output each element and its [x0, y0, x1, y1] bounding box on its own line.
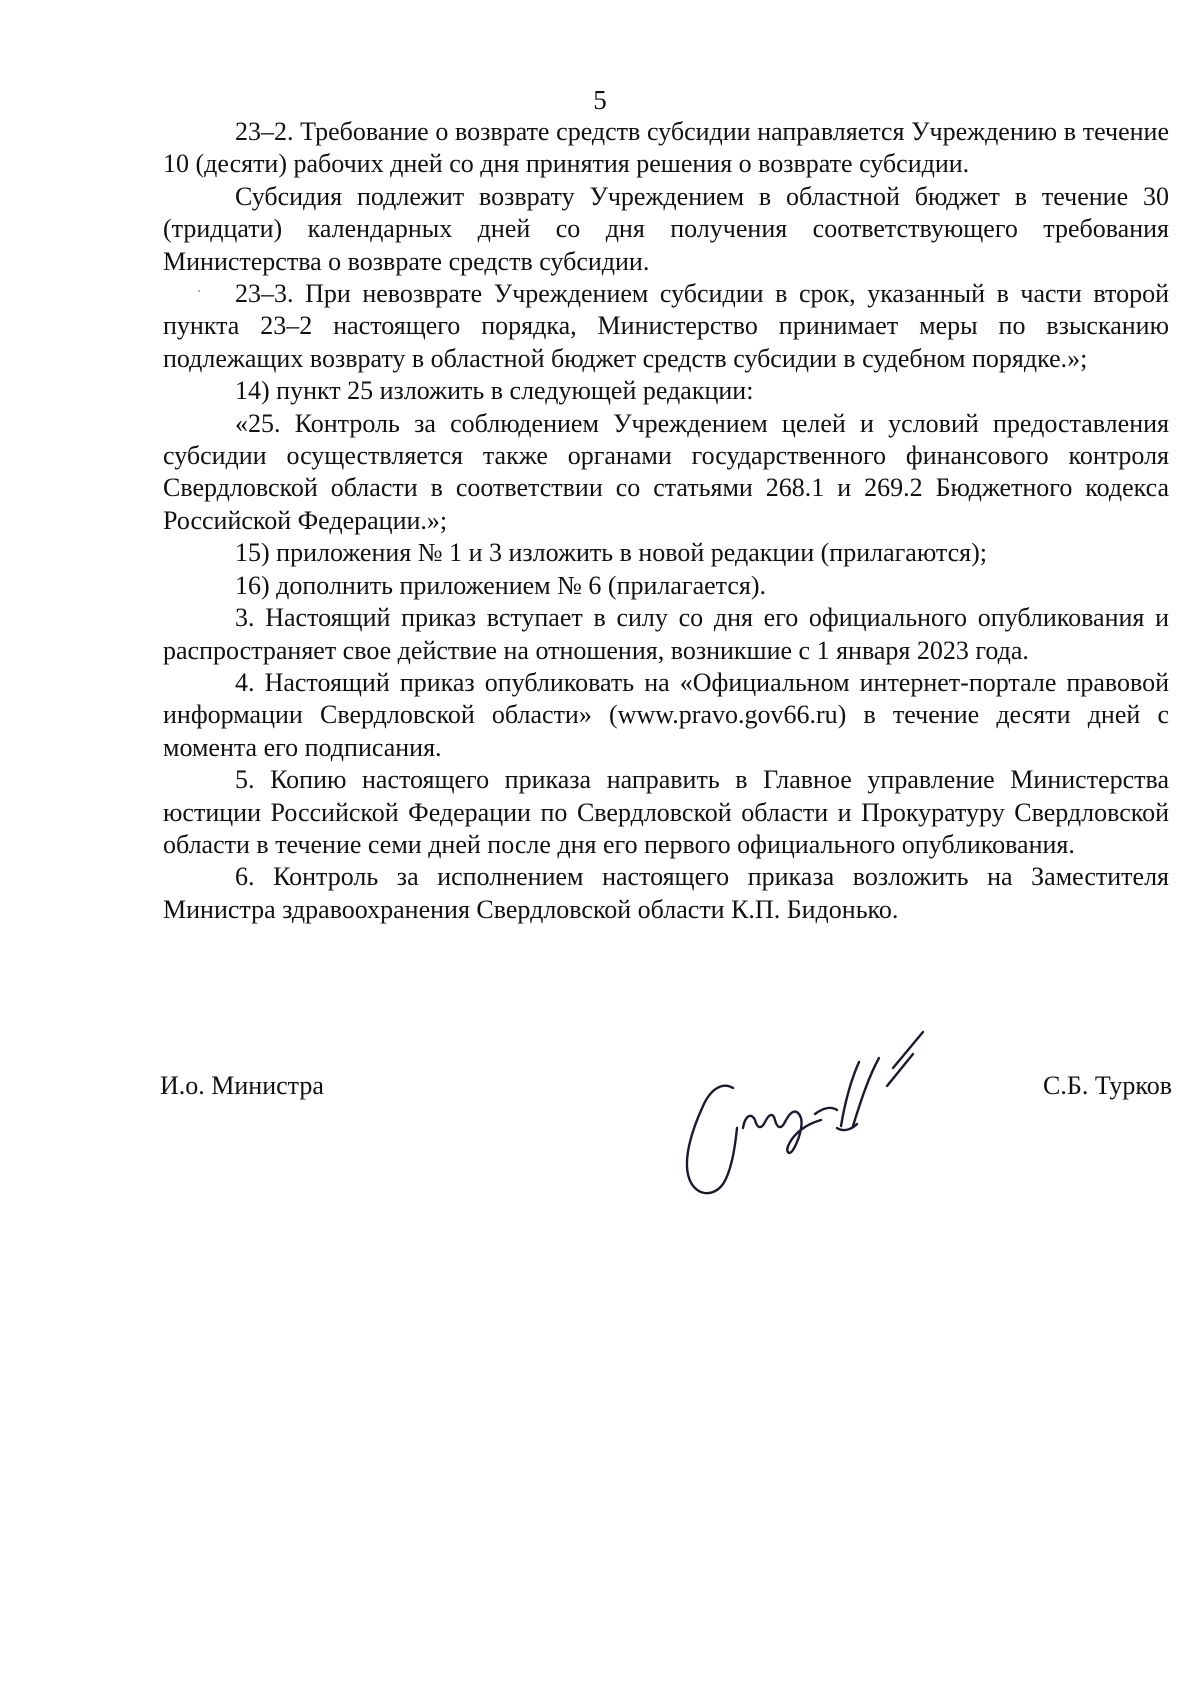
document-body	[163, 116, 1169, 926]
paragraph-5: 5. Копию настоящего приказа направить в Главное управление Министерства юстиции Российской Федерации по Свердловской области и Прокуратуру Свердловской области в течение семи дней после дня его первого официального опубликования.	[163, 765, 1169, 859]
paragraph-23-3: 23–3. При невозврате Учреждением субсидии в срок, указанный в части второй пункта 23–2 настоящего порядка, Министерство принимает меры по взысканию подлежащих возврату в областной бюджет средств субсидии в судебном порядке.»;	[163, 279, 1169, 373]
paragraph-item-15: 15) приложения № 1 и 3 изложить в новой редакции (прилагаются);	[235, 538, 987, 568]
paragraph-item-16: 16) дополнить приложением № 6 (прилагается).	[235, 570, 767, 600]
page-number: 5	[593, 85, 607, 115]
paragraph-23-2: 23–2. Требование о возврате средств субсидии направляется Учреждению в течение 10 (десяти) рабочих дней со дня принятия решения о возврате субсидии.	[163, 117, 1169, 179]
signatory-name: С.Б. Турков	[1043, 1071, 1172, 1100]
signature-block	[0, 1050, 1200, 1190]
paragraph-4: 4. Настоящий приказ опубликовать на «Официальном интернет-портале правовой информации Свердловской области» (www.pravo.gov66.ru) в течение десяти дней с момента его подписания.	[163, 667, 1169, 762]
paragraph-3: 3. Настоящий приказ вступает в силу со дня его официального опубликования и распространяет свое действие на отношения, возникшие с 1 января 2023 года.	[163, 603, 1169, 665]
paragraph-6: 6. Контроль за исполнением настоящего приказа возложить на Заместителя Министра здравоохранения Свердловской области К.П. Бидонько.	[163, 862, 1169, 924]
signatory-position: И.о. Министра	[160, 1071, 324, 1100]
handwritten-signature	[665, 1010, 965, 1210]
paragraph-item-14: 14) пункт 25 изложить в следующей редакции:	[235, 376, 754, 406]
paragraph-25: «25. Контроль за соблюдением Учреждением целей и условий предоставления субсидии осуществляется также органами государственного финансового контроля Свердловской области в соответствии со статьями 268.1 и 269.2 Бюджетного кодекса Российской Федерации.»;	[163, 408, 1169, 535]
paragraph-subsidy-return: Субсидия подлежит возврату Учреждением в областной бюджет в течение 30 (тридцати) календарных дней со дня получения соответствующего требования Министерства о возврате средств субсидии.	[163, 181, 1169, 276]
